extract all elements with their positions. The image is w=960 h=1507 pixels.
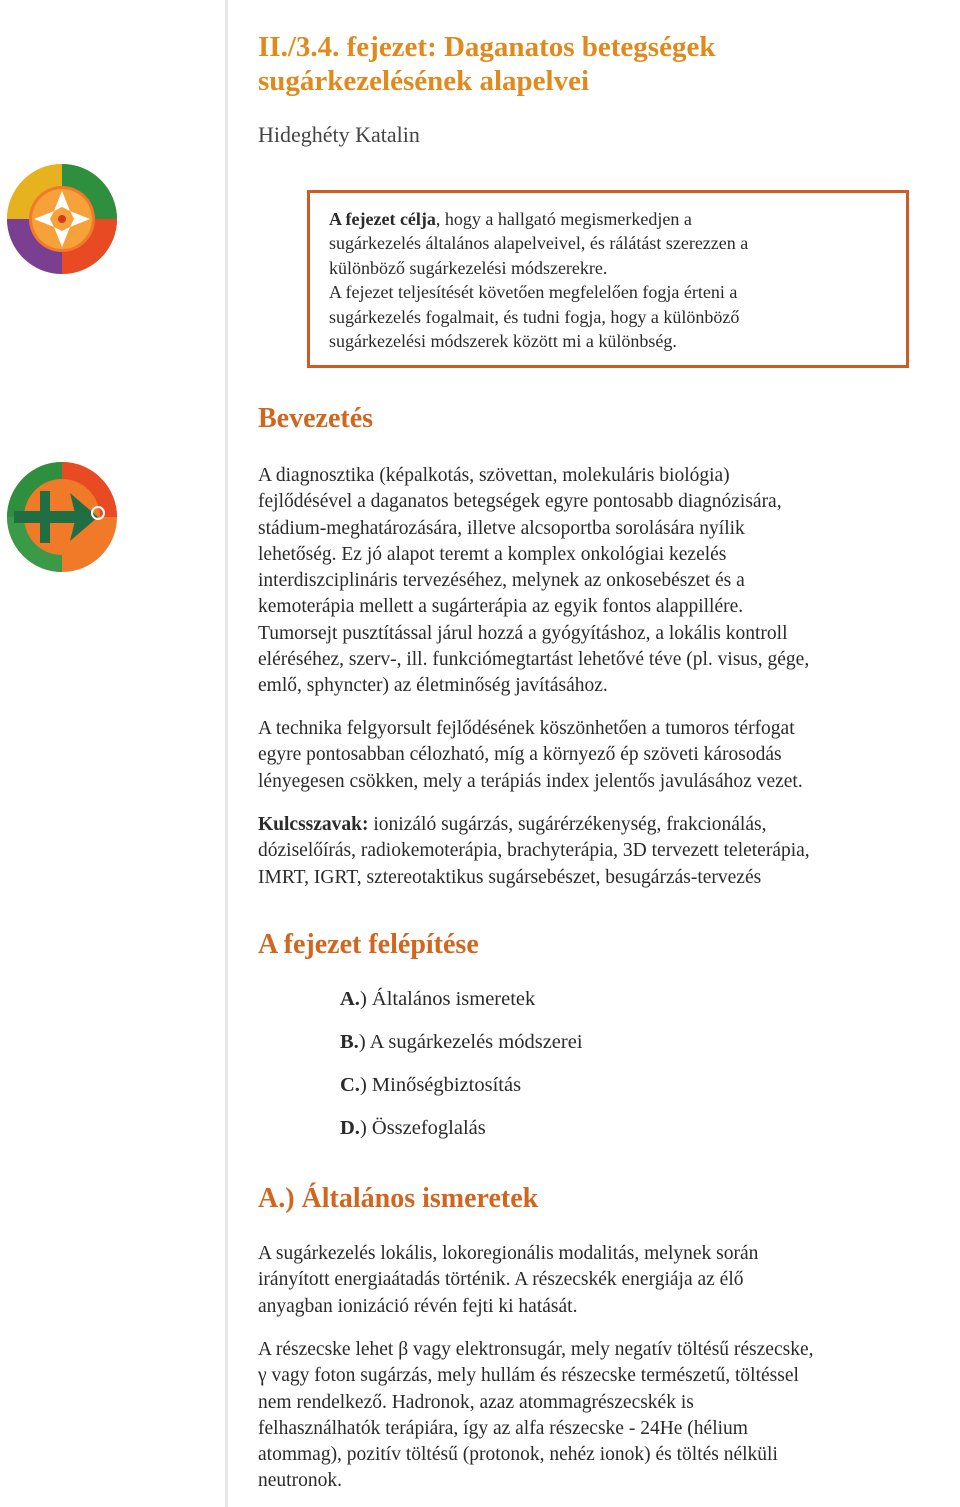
toc-item[interactable] [340, 988, 535, 1011]
goal-line: A fejezet teljesítését követően megfelelően fogja érteni a [329, 282, 738, 303]
text-line: IMRT, IGRT, sztereotaktikus sugársebészet, besugárzás-tervezés [258, 866, 762, 888]
margin-rule [225, 0, 228, 1507]
intro-heading: Bevezetés [258, 403, 374, 434]
text-line: felhasználhatók terápiára, így az alfa részecske - 24He (hélium [258, 1417, 748, 1439]
goal-line: sugárkezelés fogalmait, és tudni fogja, hogy a különböző [329, 306, 740, 327]
text-line: atommag), pozitív töltésű (protonok, nehéz ionok) és töltés nélküli [258, 1444, 778, 1466]
text-line: kemoterápia mellett a sugárterápia az egyik fontos alappillére. [258, 596, 744, 618]
toc-item-letter: A. [340, 988, 360, 1010]
text-line: A diagnosztika (képalkotás, szövettan, molekuláris biológia) [258, 465, 730, 486]
toc-item-letter: C. [340, 1074, 360, 1096]
text-line: egyre pontosabban célozható, míg a környező ép szöveti károsodás [258, 744, 782, 766]
toc-item-text: ) Minőségbiztosítás [359, 1074, 522, 1096]
text-line [258, 812, 958, 838]
text-line: anyagban ionizáció révén fejti ki hatását. [258, 1295, 578, 1317]
arrow-target-icon [0, 455, 124, 579]
goal-line [329, 207, 906, 231]
text-line: Tumorsejt pusztítással járul hozzá a gyógyításhoz, a lokális kontroll [258, 622, 788, 644]
keywords-text: ionizáló sugárzás, sugárérzékenység, frakcionálás, [368, 814, 767, 835]
text-line: stádium-meghatározására, illetve alcsoportba sorolására nyílik [258, 517, 745, 539]
goal-bold-lead: A fejezet célja [329, 209, 436, 229]
text-line: fejlődésével a daganatos betegségek egyre pontosabb diagnózisára, [258, 491, 782, 513]
toc-item[interactable] [340, 1117, 486, 1140]
goal-line: különböző sugárkezelési módszerekre. [329, 257, 608, 278]
text-line: A technika felgyorsult fejlődésének köszönhetően a tumoros térfogat [258, 718, 795, 739]
text-line: A részecske lehet β vagy elektronsugár, mely negatív töltésű részecske, [258, 1339, 814, 1360]
toc-item[interactable] [340, 1074, 521, 1097]
structure-heading: A fejezet felépítése [258, 929, 479, 960]
text-line: eléréséhez, szerv-, ill. funkciómegtartást lehetővé téve (pl. visus, gége, [258, 649, 810, 671]
goal-line: sugárkezelés általános alapelveivel, és rálátást szerezzen a [329, 233, 749, 254]
toc-item-letter: D. [340, 1117, 360, 1139]
text-line: dóziselőírás, radiokemoterápia, brachyterápia, 3D tervezett teleterápia, [258, 840, 810, 862]
chapter-goal-box [307, 190, 909, 368]
goal-line: sugárkezelési módszerek között mi a különbség. [329, 331, 677, 352]
chapter-title [258, 30, 938, 98]
text-line: A sugárkezelés lokális, lokoregionális modalitás, melynek során [258, 1243, 759, 1264]
text-line: neutronok. [258, 1470, 342, 1492]
toc-item-text: ) A sugárkezelés módszerei [358, 1031, 583, 1053]
keywords [258, 812, 958, 891]
general-heading: A.) Általános ismeretek [258, 1183, 539, 1214]
text-line: lényegesen csökken, mely a terápiás index jelentős javulásához vezet. [258, 770, 803, 792]
author-name: Hideghéty Katalin [258, 122, 420, 147]
target-arrows-icon [0, 157, 124, 281]
intro-paragraph-1 [258, 463, 958, 700]
text-line: lehetőség. Ez jó alapot teremt a komplex onkológiai kezelés [258, 543, 727, 565]
toc-item-text: ) Összefoglalás [359, 1117, 486, 1139]
general-paragraph-2 [258, 1337, 958, 1495]
general-paragraph-1 [258, 1241, 958, 1320]
keywords-label: Kulcsszavak: [258, 814, 369, 835]
chapter-title-line: II./3.4. fejezet: Daganatos betegségek [258, 31, 716, 63]
toc-item-letter: B. [340, 1031, 359, 1053]
text-line: γ vagy foton sugárzás, mely hullám és részecske természetű, töltéssel [258, 1365, 799, 1387]
intro-paragraph-2 [258, 716, 958, 795]
text-line: emlő, sphyncter) az életminőség javításához. [258, 675, 608, 697]
text-line: nem rendelkező. Hadronok, azaz atommagrészecskék is [258, 1391, 694, 1413]
text-line: interdiszciplináris tervezéséhez, melynek az onkosebészet és a [258, 570, 745, 592]
goal-line-text: , hogy a hallgató megismerkedjen a [435, 209, 692, 229]
toc-item[interactable] [340, 1031, 583, 1054]
chapter-title-line: sugárkezelésének alapelvei [258, 65, 590, 97]
toc-item-text: ) Általános ismeretek [359, 988, 536, 1010]
text-line: irányított energiaátadás történik. A részecskék energiája az élő [258, 1269, 744, 1291]
